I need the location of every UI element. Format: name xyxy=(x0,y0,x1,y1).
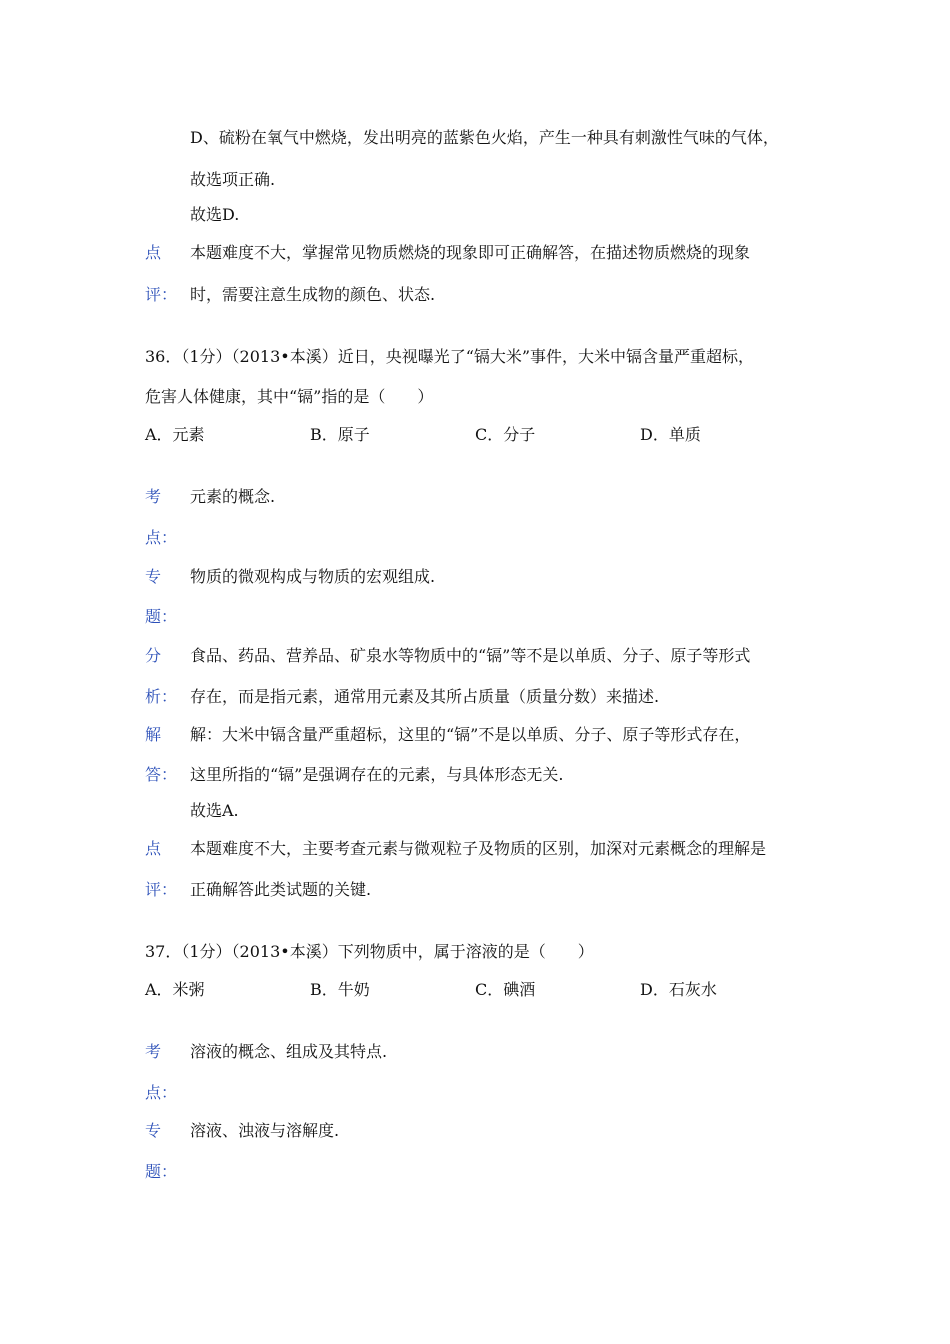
q35-comment-line2: 时，需要注意生成物的颜色、状态. xyxy=(190,285,436,304)
q37-zhuanti-label-1: 专 xyxy=(145,1121,162,1140)
q36-jieda-line2: 这里所指的“镉”是强调存在的元素，与具体形态无关. xyxy=(190,765,564,784)
q36-jieda-line3: 故选A. xyxy=(190,801,239,820)
q37-stem-line1: 37．（1分）（2013•本溪）下列物质中，属于溶液的是（ ） xyxy=(145,942,594,961)
q36-fenxi-line2: 存在，而是指元素，通常用元素及其所占质量（质量分数）来描述. xyxy=(190,687,660,706)
q36-kaodian-text: 元素的概念. xyxy=(190,487,276,506)
q37-kaodian-label-2: 点： xyxy=(145,1083,178,1102)
q35-comment-label-1: 点 xyxy=(145,243,162,262)
q36-kaodian-label-1: 考 xyxy=(145,487,162,506)
q36-zhuanti-text: 物质的微观构成与物质的宏观组成. xyxy=(190,567,436,586)
q36-option-b: B．原子 xyxy=(310,425,370,444)
q36-option-d: D．单质 xyxy=(640,425,701,444)
q36-jieda-label-2: 答： xyxy=(145,765,178,784)
q36-dianping-line1: 本题难度不大，主要考查元素与微观粒子及物质的区别，加深对元素概念的理解是 xyxy=(190,839,767,858)
q37-kaodian-text: 溶液的概念、组成及其特点. xyxy=(190,1042,388,1061)
q36-dianping-label-1: 点 xyxy=(145,839,162,858)
q36-zhuanti-label-1: 专 xyxy=(145,567,162,586)
q36-fenxi-line1: 食品、药品、营养品、矿泉水等物质中的“镉”等不是以单质、分子、原子等形式 xyxy=(190,646,751,665)
q35-answer: 故选D. xyxy=(190,205,240,224)
q36-dianping-line2: 正确解答此类试题的关键. xyxy=(190,880,372,899)
q37-zhuanti-text: 溶液、浊液与溶解度. xyxy=(190,1121,340,1140)
q36-zhuanti-label-2: 题： xyxy=(145,607,178,626)
q35-comment-label-2: 评： xyxy=(145,285,178,304)
q37-option-d: D．石灰水 xyxy=(640,980,717,999)
q36-jieda-label-1: 解 xyxy=(145,725,162,744)
q36-option-c: C．分子 xyxy=(475,425,536,444)
q36-stem-line2: 危害人体健康，其中“镉”指的是（ ） xyxy=(145,387,434,406)
q35-comment-line1: 本题难度不大，掌握常见物质燃烧的现象即可正确解答，在描述物质燃烧的现象 xyxy=(190,243,751,262)
q37-option-c: C．碘酒 xyxy=(475,980,536,999)
q35-option-d-line2: 故选项正确. xyxy=(190,170,276,189)
q36-option-a: A．元素 xyxy=(145,425,205,444)
q36-jieda-line1: 解：大米中镉含量严重超标，这里的“镉”不是以单质、分子、原子等形式存在， xyxy=(190,725,751,744)
q36-fenxi-label-2: 析： xyxy=(145,687,178,706)
q36-dianping-label-2: 评： xyxy=(145,880,178,899)
q36-fenxi-label-1: 分 xyxy=(145,646,162,665)
q35-option-d-line1: D、硫粉在氧气中燃烧，发出明亮的蓝紫色火焰，产生一种具有刺激性气味的气体， xyxy=(190,128,779,147)
q37-option-b: B．牛奶 xyxy=(310,980,370,999)
q36-stem-line1: 36．（1分）（2013•本溪）近日，央视曝光了“镉大米”事件，大米中镉含量严重超标， xyxy=(145,347,755,366)
q37-kaodian-label-1: 考 xyxy=(145,1042,162,1061)
q37-zhuanti-label-2: 题： xyxy=(145,1162,178,1181)
q37-option-a: A．米粥 xyxy=(145,980,205,999)
q36-kaodian-label-2: 点： xyxy=(145,528,178,547)
